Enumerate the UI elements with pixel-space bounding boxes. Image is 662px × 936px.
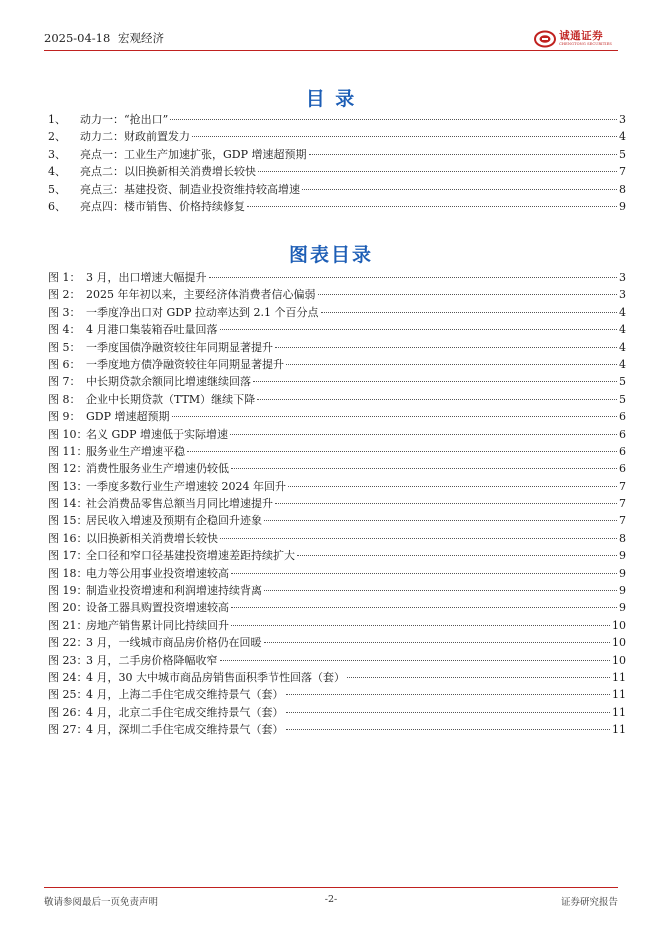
toc-entry[interactable] — [48, 128, 626, 145]
toc-entry[interactable] — [48, 181, 626, 198]
figure-entry[interactable] — [48, 704, 626, 721]
dot-leader — [172, 416, 617, 417]
toc-entry-title: 动力二：财政前置发力 — [80, 130, 190, 144]
dot-leader — [170, 119, 617, 120]
figure-entry-number: 图 9： — [48, 410, 81, 424]
figure-entry-number: 图 12： — [48, 462, 88, 476]
dot-leader — [309, 154, 617, 155]
figure-entry[interactable] — [48, 269, 626, 286]
toc-entry-page: 4 — [619, 130, 626, 144]
dot-leader — [231, 607, 617, 608]
figure-entry-title: 企业中长期贷款（TTM）继续下降 — [86, 392, 256, 406]
toc-entry-number: 2、 — [48, 130, 66, 144]
figure-entry[interactable] — [48, 669, 626, 686]
toc-entry-page: 8 — [619, 182, 626, 196]
figure-entry[interactable] — [48, 512, 626, 529]
figure-entry[interactable] — [48, 373, 626, 390]
figure-entry-number: 图 14： — [48, 497, 88, 511]
figure-entry-title: 电力等公用事业投资增速较高 — [86, 566, 229, 580]
figure-entry-title: 一季度国债净融资较往年同期显著提升 — [86, 340, 273, 354]
figure-entry[interactable] — [48, 391, 626, 408]
dot-leader — [258, 171, 617, 172]
dot-leader — [257, 399, 617, 400]
figure-entry-page: 6 — [619, 444, 626, 458]
figure-entry-number: 图 1： — [48, 271, 81, 284]
dot-leader — [286, 712, 611, 713]
dot-leader — [231, 468, 617, 469]
figure-entry-page: 7 — [619, 479, 626, 493]
toc-entry-page: 9 — [619, 199, 626, 213]
dot-leader — [288, 486, 617, 487]
toc-entry-title: 亮点二：以旧换新相关消费增长较快 — [80, 165, 256, 179]
figure-entry-number: 图 11： — [48, 444, 88, 458]
figure-entry-title: 居民收入增速及预期有企稳回升迹象 — [86, 514, 262, 528]
figure-entry-page: 3 — [619, 271, 626, 284]
figure-entry-page: 3 — [619, 288, 626, 302]
figure-entry-page: 11 — [612, 688, 626, 702]
figure-entry[interactable] — [48, 443, 626, 460]
toc-entry-number: 1、 — [48, 113, 66, 126]
figure-entry-title: 3 月，二手房价格降幅收窄 — [86, 653, 218, 667]
figure-entry-number: 图 7： — [48, 375, 81, 389]
figure-entry-page: 4 — [619, 357, 626, 371]
figure-entry-page: 10 — [612, 636, 626, 650]
figure-entry-title: 设备工器具购置投资增速较高 — [86, 601, 229, 615]
figure-entry-title: 2025 年年初以来，主要经济体消费者信心偏弱 — [86, 288, 316, 302]
dot-leader — [297, 555, 617, 556]
figure-entry[interactable] — [48, 460, 626, 477]
figure-entry-page: 4 — [619, 305, 626, 319]
figure-entry[interactable] — [48, 408, 626, 425]
toc-entry-number: 3、 — [48, 147, 66, 161]
dot-leader — [264, 590, 617, 591]
dot-leader — [247, 206, 617, 207]
figure-entry-page: 11 — [612, 705, 626, 719]
figure-entry-title: GDP 增速超预期 — [86, 410, 170, 424]
figure-entry[interactable] — [48, 304, 626, 321]
dot-leader — [347, 677, 610, 678]
dot-leader — [220, 660, 611, 661]
figure-entry-page: 5 — [619, 392, 626, 406]
figure-entry-number: 图 4： — [48, 323, 81, 337]
figure-entry-title: 服务业生产增速平稳 — [86, 444, 185, 458]
header-meta — [44, 30, 164, 46]
figure-entry[interactable] — [48, 721, 626, 738]
figure-entry-number: 图 19： — [48, 584, 88, 598]
figure-entry[interactable] — [48, 426, 626, 443]
figure-entry-title: 中长期贷款余额同比增速继续回落 — [86, 375, 251, 389]
figure-entry-page: 10 — [612, 653, 626, 667]
figures-list — [48, 269, 626, 739]
figure-entry-title: 3 月，一线城市商品房价格仍在回暖 — [86, 636, 262, 650]
figure-entry-number: 图 20： — [48, 601, 88, 615]
dot-leader — [230, 434, 617, 435]
figure-entry-title: 一季度地方债净融资较往年同期显著提升 — [86, 357, 284, 371]
figure-entry-title: 4 月港口集装箱吞吐量回落 — [86, 323, 218, 337]
dot-leader — [220, 329, 618, 330]
figure-entry-page: 7 — [619, 514, 626, 528]
toc-entry-number: 6、 — [48, 199, 66, 213]
toc-entry-page: 3 — [619, 113, 626, 126]
figures-title: 图表目录 — [288, 244, 373, 266]
dot-leader — [264, 642, 611, 643]
dot-leader — [275, 347, 617, 348]
dot-leader — [220, 538, 617, 539]
figure-entry-page: 6 — [619, 410, 626, 424]
figure-entry-number: 图 18： — [48, 566, 88, 580]
figure-entry[interactable] — [48, 599, 626, 616]
figure-entry-number: 图 13： — [48, 479, 88, 493]
figure-entry-title: 一季度多数行业生产增速较 2024 年回升 — [86, 479, 286, 493]
page-footer — [44, 887, 618, 908]
figure-entry-page: 5 — [619, 375, 626, 389]
toc-entry-title: 动力一：“抢出口” — [80, 113, 169, 126]
figure-entry-title: 房地产销售累计同比持续回升 — [86, 618, 229, 632]
header-category: 宏观经济 — [117, 31, 164, 45]
figure-entry-title: 4 月，北京二手住宅成交维持景气（套） — [86, 705, 284, 719]
figure-entry-number: 图 24： — [48, 670, 88, 684]
toc-entry-page: 5 — [619, 147, 626, 161]
figure-entry[interactable] — [48, 686, 626, 703]
footer-disclaimer[interactable]: 敬请参阅最后一页免责声明 — [44, 897, 159, 908]
page-header — [44, 0, 618, 51]
figure-entry[interactable] — [48, 617, 626, 634]
figure-entry-number: 图 27： — [48, 723, 88, 737]
figure-entry-page: 4 — [619, 323, 626, 337]
figure-entry-number: 图 3： — [48, 305, 81, 319]
dot-leader — [321, 312, 618, 313]
figure-entry-title: 一季度净出口对 GDP 拉动率达到 2.1 个百分点 — [86, 305, 319, 319]
logo-mark-icon — [534, 30, 556, 48]
figure-entry[interactable] — [48, 565, 626, 582]
figure-entry-number: 图 22： — [48, 636, 88, 650]
figure-entry[interactable] — [48, 321, 626, 338]
figure-entry-number: 图 25： — [48, 688, 88, 702]
figure-entry-title: 4 月，30 大中城市商品房销售面积季节性回落（套） — [86, 670, 345, 684]
figure-entry-number: 图 6： — [48, 357, 81, 371]
figure-entry-page: 11 — [612, 723, 626, 737]
toc-entry[interactable] — [48, 198, 626, 215]
figure-entry[interactable] — [48, 582, 626, 599]
figure-entry-number: 图 2： — [48, 288, 81, 302]
figure-entry-title: 消费性服务业生产增速仍较低 — [86, 462, 229, 476]
figure-entry-number: 图 8： — [48, 392, 81, 406]
figure-entry-page: 9 — [619, 584, 626, 598]
figure-entry-number: 图 23： — [48, 653, 88, 667]
footer-report-type: 证券研究报告 — [560, 897, 618, 908]
figure-entry-number: 图 16： — [48, 531, 88, 545]
figure-entry[interactable] — [48, 286, 626, 303]
figure-entry-number: 图 26： — [48, 705, 88, 719]
dot-leader — [209, 277, 618, 278]
figure-entry-page: 8 — [619, 531, 626, 545]
figure-entry-title: 全口径和窄口径基建投资增速差距持续扩大 — [86, 549, 295, 563]
figure-entry-number: 图 10： — [48, 427, 88, 441]
figure-entry[interactable] — [48, 339, 626, 356]
dot-leader — [302, 189, 617, 190]
dot-leader — [253, 381, 617, 382]
figure-entry[interactable] — [48, 652, 626, 669]
dot-leader — [275, 503, 617, 504]
figure-entry-title: 4 月，上海二手住宅成交维持景气（套） — [86, 688, 284, 702]
figure-entry-page: 9 — [619, 601, 626, 615]
footer-page-number: -2- — [324, 894, 338, 905]
toc-entry-title: 亮点三：基建投资、制造业投资维持较高增速 — [80, 182, 300, 196]
figure-entry[interactable] — [48, 634, 626, 651]
company-logo — [534, 29, 612, 49]
dot-leader — [187, 451, 617, 452]
dot-leader — [286, 364, 617, 365]
figure-entry-page: 7 — [619, 497, 626, 511]
figure-entry-title: 制造业投资增速和利润增速持续背离 — [86, 584, 262, 598]
toc-title: 目 录 — [305, 88, 357, 110]
figure-entry[interactable] — [48, 356, 626, 373]
header-date: 2025-04-18 — [44, 31, 111, 45]
toc-entry-number: 5、 — [48, 182, 66, 196]
toc-entry[interactable] — [48, 146, 626, 163]
dot-leader — [231, 573, 617, 574]
figure-entry-number: 图 5： — [48, 340, 81, 354]
figure-entry-page: 9 — [619, 549, 626, 563]
toc-entry-page: 7 — [619, 165, 626, 179]
toc-entry-number: 4、 — [48, 165, 66, 179]
figure-entry-title: 4 月，深圳二手住宅成交维持景气（套） — [86, 723, 284, 737]
figure-entry-number: 图 15： — [48, 514, 88, 528]
figure-entry-title: 社会消费品零售总额当月同比增速提升 — [86, 497, 273, 511]
logo-name-cn: 诚通证券 — [559, 30, 604, 43]
figure-entry-page: 11 — [612, 670, 626, 684]
dot-leader — [318, 294, 618, 295]
figure-entry-number: 图 17： — [48, 549, 88, 563]
figure-entry-title: 名义 GDP 增速低于实际增速 — [86, 427, 229, 441]
figure-entry-page: 4 — [619, 340, 626, 354]
dot-leader — [231, 625, 610, 626]
toc-list — [48, 111, 626, 215]
toc-entry[interactable] — [48, 163, 626, 180]
figure-entry-page: 9 — [619, 566, 626, 580]
figure-entry[interactable] — [48, 547, 626, 564]
figure-entry-title: 3 月，出口增速大幅提升 — [86, 271, 207, 284]
dot-leader — [286, 729, 611, 730]
dot-leader — [264, 520, 617, 521]
dot-leader — [192, 136, 617, 137]
figure-entry-number: 图 21： — [48, 618, 88, 632]
figure-entry[interactable] — [48, 530, 626, 547]
logo-name-en: CHENGTONG SECURITIES — [559, 41, 612, 46]
figure-entry-page: 6 — [619, 462, 626, 476]
figure-entry-title: 以旧换新相关消费增长较快 — [86, 531, 218, 545]
toc-entry[interactable] — [48, 111, 626, 128]
toc-entry-title: 亮点一：工业生产加速扩张，GDP 增速超预期 — [80, 147, 307, 161]
figure-entry-page: 6 — [619, 427, 626, 441]
figure-entry[interactable] — [48, 495, 626, 512]
toc-entry-title: 亮点四：楼市销售、价格持续修复 — [80, 199, 245, 213]
figure-entry[interactable] — [48, 478, 626, 495]
dot-leader — [286, 694, 611, 695]
figure-entry-page: 10 — [612, 618, 626, 632]
